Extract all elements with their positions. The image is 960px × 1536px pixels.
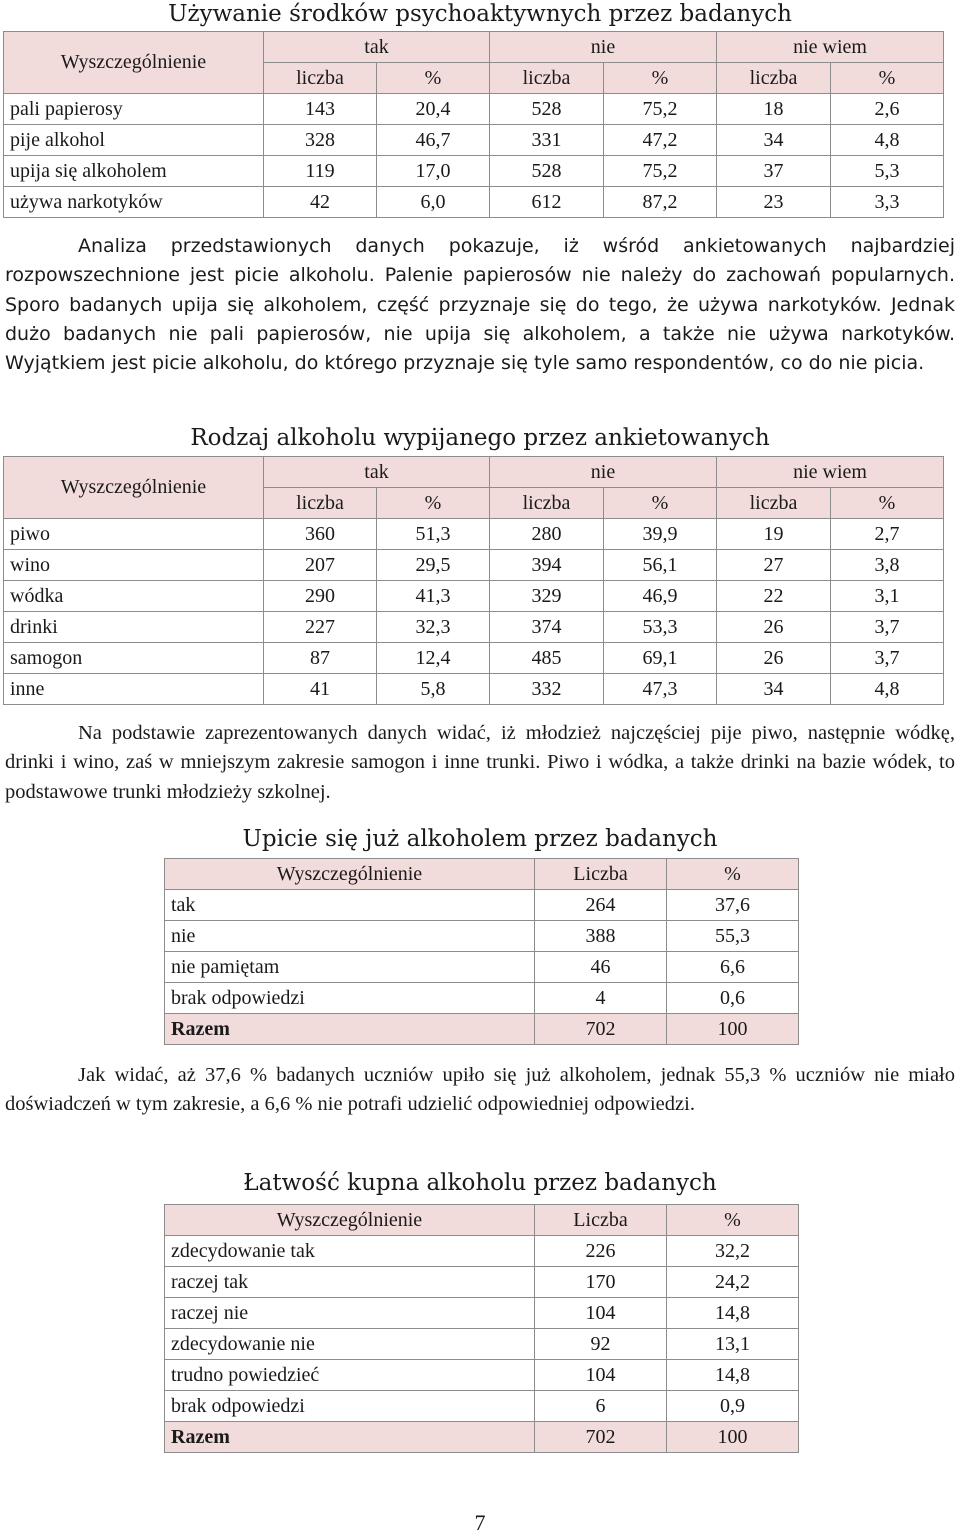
cell-value: 612 [490, 187, 604, 218]
cell-value: 3,7 [831, 643, 944, 674]
table-row [4, 125, 944, 156]
table-row [165, 1329, 799, 1360]
cell-value: 6 [535, 1391, 667, 1422]
cell-value: 104 [535, 1298, 667, 1329]
cell-value: 329 [490, 581, 604, 612]
cell-value: 22 [717, 581, 831, 612]
page-number: 7 [474, 1510, 486, 1535]
table3-header: Liczba [535, 859, 667, 890]
cell-value: 207 [264, 550, 377, 581]
cell-value: 4 [535, 983, 667, 1014]
table2-group-header: nie wiem [717, 457, 944, 488]
row-label: inne [4, 674, 264, 705]
row-label: drinki [4, 612, 264, 643]
cell-value: 2,7 [831, 519, 944, 550]
paragraph-text: Na podstawie zaprezentowanych danych widać, iż młodzież najczęściej pije piwo, następnie wódkę, drinki i wino, zaś w mniejszym zakresie samogon i inne trunki. Piwo i wódka, a także drinki na bazie wódek, to podstawowe trunki młodzieży szkolnej. [5, 722, 955, 803]
cell-value: 2,6 [831, 94, 944, 125]
cell-value: 170 [535, 1267, 667, 1298]
paragraph-analysis-1 [5, 232, 955, 378]
cell-value: 374 [490, 612, 604, 643]
table-row [165, 983, 799, 1014]
table1-subheader: liczba [264, 63, 377, 94]
cell-value: 3,7 [831, 612, 944, 643]
table-row [4, 674, 944, 705]
cell-value: 17,0 [377, 156, 490, 187]
cell-value: 12,4 [377, 643, 490, 674]
table2-group-header: tak [264, 457, 490, 488]
cell-value: 360 [264, 519, 377, 550]
table1-subheader: % [831, 63, 944, 94]
cell-value: 5,3 [831, 156, 944, 187]
cell-value: 75,2 [604, 156, 717, 187]
cell-value: 87 [264, 643, 377, 674]
total-value: 702 [535, 1422, 667, 1453]
cell-value: 20,4 [377, 94, 490, 125]
cell-value: 23 [717, 187, 831, 218]
table2-alcohol-type [3, 456, 944, 705]
cell-value: 528 [490, 156, 604, 187]
table-row [165, 921, 799, 952]
cell-value: 485 [490, 643, 604, 674]
cell-value: 3,8 [831, 550, 944, 581]
table2-subheader: liczba [264, 488, 377, 519]
cell-value: 280 [490, 519, 604, 550]
cell-value: 47,3 [604, 674, 717, 705]
row-label: wino [4, 550, 264, 581]
table2-subheader: % [831, 488, 944, 519]
cell-value: 14,8 [667, 1298, 799, 1329]
cell-value: 26 [717, 643, 831, 674]
row-label: piwo [4, 519, 264, 550]
cell-value: 6,6 [667, 952, 799, 983]
cell-value: 388 [535, 921, 667, 952]
row-label: raczej nie [165, 1298, 535, 1329]
cell-value: 3,3 [831, 187, 944, 218]
cell-value: 46,9 [604, 581, 717, 612]
table1-subheader: % [377, 63, 490, 94]
table-row [4, 643, 944, 674]
table3-intoxication [164, 858, 799, 1045]
cell-value: 331 [490, 125, 604, 156]
cell-value: 87,2 [604, 187, 717, 218]
table1-title: Używanie środków psychoaktywnych przez badanych [168, 1, 792, 27]
cell-value: 0,9 [667, 1391, 799, 1422]
total-value: 100 [667, 1422, 799, 1453]
row-label: trudno powiedzieć [165, 1360, 535, 1391]
table-row [4, 156, 944, 187]
table-row [165, 1391, 799, 1422]
table4-title: Łatwość kupna alkoholu przez badanych [243, 1170, 717, 1196]
cell-value: 4,8 [831, 674, 944, 705]
table-row [4, 550, 944, 581]
table4-purchase-ease [164, 1204, 799, 1453]
row-label: używa narkotyków [4, 187, 264, 218]
table-total-row [165, 1014, 799, 1045]
row-label: wódka [4, 581, 264, 612]
cell-value: 0,6 [667, 983, 799, 1014]
table-row [4, 187, 944, 218]
cell-value: 29,5 [377, 550, 490, 581]
cell-value: 227 [264, 612, 377, 643]
table-row [4, 581, 944, 612]
row-label: samogon [4, 643, 264, 674]
cell-value: 32,2 [667, 1236, 799, 1267]
cell-value: 41,3 [377, 581, 490, 612]
cell-value: 5,8 [377, 674, 490, 705]
row-label: raczej tak [165, 1267, 535, 1298]
row-label: tak [165, 890, 535, 921]
table1-substance-use [3, 31, 944, 218]
cell-value: 56,1 [604, 550, 717, 581]
table-row [165, 1298, 799, 1329]
table1-group-header: nie [490, 32, 717, 63]
cell-value: 46,7 [377, 125, 490, 156]
cell-value: 92 [535, 1329, 667, 1360]
total-label: Razem [165, 1422, 535, 1453]
row-label: pije alkohol [4, 125, 264, 156]
table1-group-header: nie wiem [717, 32, 944, 63]
total-label: Razem [165, 1014, 535, 1045]
cell-value: 37 [717, 156, 831, 187]
table3-header: Wyszczególnienie [165, 859, 535, 890]
table-row [165, 952, 799, 983]
cell-value: 55,3 [667, 921, 799, 952]
table-row [165, 890, 799, 921]
table-row [4, 94, 944, 125]
total-value: 100 [667, 1014, 799, 1045]
cell-value: 37,6 [667, 890, 799, 921]
row-label: brak odpowiedzi [165, 1391, 535, 1422]
cell-value: 264 [535, 890, 667, 921]
cell-value: 34 [717, 125, 831, 156]
cell-value: 328 [264, 125, 377, 156]
cell-value: 18 [717, 94, 831, 125]
cell-value: 42 [264, 187, 377, 218]
cell-value: 27 [717, 550, 831, 581]
table-row [4, 519, 944, 550]
cell-value: 4,8 [831, 125, 944, 156]
cell-value: 24,2 [667, 1267, 799, 1298]
table2-title: Rodzaj alkoholu wypijanego przez ankietowanych [190, 425, 770, 451]
table3-title: Upicie się już alkoholem przez badanych [242, 826, 718, 852]
table3-header: % [667, 859, 799, 890]
table4-header: % [667, 1205, 799, 1236]
table2-subheader: liczba [490, 488, 604, 519]
row-label: zdecydowanie tak [165, 1236, 535, 1267]
cell-value: 46 [535, 952, 667, 983]
cell-value: 332 [490, 674, 604, 705]
cell-value: 32,3 [377, 612, 490, 643]
cell-value: 51,3 [377, 519, 490, 550]
cell-value: 104 [535, 1360, 667, 1391]
row-label: nie [165, 921, 535, 952]
cell-value: 34 [717, 674, 831, 705]
cell-value: 47,2 [604, 125, 717, 156]
table2-subheader: liczba [717, 488, 831, 519]
cell-value: 6,0 [377, 187, 490, 218]
cell-value: 528 [490, 94, 604, 125]
cell-value: 290 [264, 581, 377, 612]
table2-header-label: Wyszczególnienie [4, 457, 264, 519]
table1-header-label: Wyszczególnienie [4, 32, 264, 94]
paragraph-analysis-2 [5, 719, 955, 807]
table-total-row [165, 1422, 799, 1453]
paragraph-analysis-3 [5, 1061, 955, 1120]
cell-value: 3,1 [831, 581, 944, 612]
total-value: 702 [535, 1014, 667, 1045]
cell-value: 226 [535, 1236, 667, 1267]
table1-subheader: % [604, 63, 717, 94]
cell-value: 14,8 [667, 1360, 799, 1391]
cell-value: 394 [490, 550, 604, 581]
table2-subheader: % [604, 488, 717, 519]
cell-value: 26 [717, 612, 831, 643]
cell-value: 119 [264, 156, 377, 187]
row-label: brak odpowiedzi [165, 983, 535, 1014]
table4-header: Wyszczególnienie [165, 1205, 535, 1236]
table1-group-header: tak [264, 32, 490, 63]
cell-value: 53,3 [604, 612, 717, 643]
cell-value: 41 [264, 674, 377, 705]
cell-value: 69,1 [604, 643, 717, 674]
table2-subheader: % [377, 488, 490, 519]
cell-value: 13,1 [667, 1329, 799, 1360]
cell-value: 19 [717, 519, 831, 550]
table1-subheader: liczba [490, 63, 604, 94]
table1-subheader: liczba [717, 63, 831, 94]
row-label: upija się alkoholem [4, 156, 264, 187]
table4-header: Liczba [535, 1205, 667, 1236]
row-label: pali papierosy [4, 94, 264, 125]
row-label: nie pamiętam [165, 952, 535, 983]
cell-value: 39,9 [604, 519, 717, 550]
cell-value: 143 [264, 94, 377, 125]
paragraph-text: Jak widać, aż 37,6 % badanych uczniów upiło się już alkoholem, jednak 55,3 % uczniów nie miało doświadczeń w tym zakresie, a 6,6 % nie potrafi udzielić odpowiedniej odpowiedzi. [5, 1064, 955, 1116]
table-row [4, 612, 944, 643]
cell-value: 75,2 [604, 94, 717, 125]
paragraph-text: Analiza przedstawionych danych pokazuje, iż wśród ankietowanych najbardziej rozpowszechnione jest picie alkoholu. Palenie papierosów nie należy do zachowań popularnych. Sporo badanych upija się alkoholem, część przyznaje się do tego, że używa narkotyków. Jednak dużo badanych nie pali papierosów, nie upija się alkoholem, a także nie używa narkotyków. Wyjątkiem jest picie alkoholu, do którego przyznaje się tyle samo respondentów, co do nie picia. [5, 235, 955, 375]
table-row [165, 1360, 799, 1391]
table-row [165, 1236, 799, 1267]
table-row [165, 1267, 799, 1298]
row-label: zdecydowanie nie [165, 1329, 535, 1360]
table2-group-header: nie [490, 457, 717, 488]
